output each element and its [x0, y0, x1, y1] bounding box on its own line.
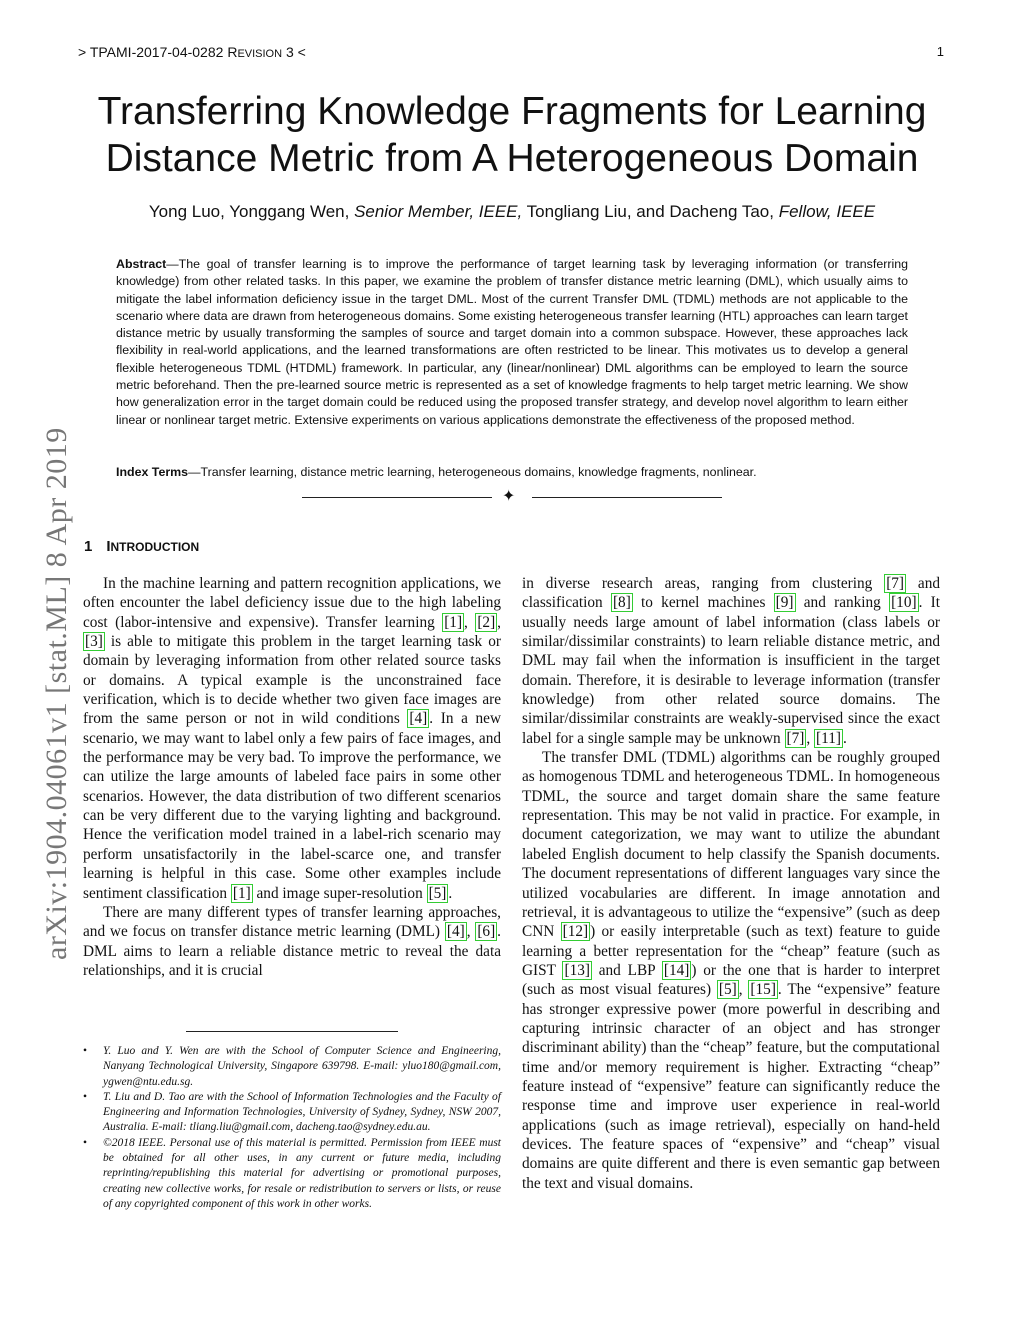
- authors-names-2: Tongliang Liu, and Dacheng Tao,: [522, 202, 779, 221]
- text-run: There are many different types of transfer learning approaches, and we focus on transfer distance metric learning (DML): [83, 903, 501, 941]
- citation-link[interactable]: [1]: [232, 884, 251, 902]
- title-line-1: Transferring Knowledge Fragments for Learning: [97, 90, 927, 133]
- text-run: is able to mitigate this problem in the target learning task or domain by leveraging information from other related source tasks or domains. A typical example is the unconstrained face verification, which is to decide whether two given face images are from the same person or not in wild conditions: [83, 633, 501, 728]
- citation-link[interactable]: [13]: [564, 961, 590, 979]
- text-run: and ranking: [795, 594, 890, 612]
- citation-link[interactable]: [3]: [85, 633, 103, 651]
- footnote-item: [83, 1136, 501, 1212]
- footnote-text: Y. Luo and Y. Wen are with the School of Computer Science and Engineering, Nanyang Technological University, Singapore 639798. E-mail: yluo180@gmail.com, ygwen@ntu.edu.sg.: [103, 1045, 501, 1088]
- citation-link[interactable]: [2]: [477, 613, 496, 631]
- footnote-text: ©2018 IEEE. Personal use of this material is permitted. Permission from IEEE must be obtained for all other uses, in any current or future media, including reprinting/republishing this material for advertising or promotional purposes, creating new collective works, for resale or redistribution to servers or lists, or reuse of any copyrighted component of this work in other works.: [103, 1136, 501, 1210]
- footnote-rule: [186, 1031, 398, 1032]
- section-number: 1: [84, 538, 93, 555]
- paragraph: [522, 574, 940, 748]
- footnote-text: T. Liu and D. Tao are with the School of Information Technologies and the Faculty of Engineering and Information Technologies, University of Sydney, Sydney, NSW 2007, Australia. E-mail: tliang.liu@gmail.com, dacheng.tao@sydney.edu.au.: [103, 1090, 501, 1134]
- text-run: In the machine learning and pattern recognition applications, we often encounter the label deficiency issue due to the high labeling cost (labor-intensive and expensive). Transfer learning: [83, 575, 501, 631]
- citation-link[interactable]: [15]: [750, 981, 776, 999]
- index-terms-label: Index Terms: [116, 465, 189, 479]
- header-doc-id: TPAMI-2017-04-0282: [89, 44, 224, 60]
- text-run: . In a new scenario, we may want to label only a few pairs of face images, and the performance may be very bad. To improve the performance, we can utilize the large amounts of labeled face pairs in some other scenarios. However, the data distribution of two different scenarios can be very different due to the varying lighting and background. Hence the verification model trained in a label-rich scenario may perform unsatisfactorily in the label-scarce one, and transfer learning is helpful in this case. Some other examples include sentiment classification: [83, 710, 501, 902]
- citation-link[interactable]: [12]: [562, 923, 589, 941]
- header-revision-rest: EVISION: [237, 48, 283, 60]
- paper-title: [60, 88, 964, 182]
- text-run: ,: [497, 613, 501, 631]
- text-run: .: [842, 729, 847, 747]
- citation-link[interactable]: [10]: [891, 594, 917, 612]
- section-title-initial: I: [106, 538, 111, 555]
- bullet-icon: •: [83, 1090, 88, 1103]
- index-terms: [116, 464, 908, 481]
- right-column: [522, 574, 940, 1193]
- abstract-text: —The goal of transfer learning is to improve the performance of target learning task by leveraging information (or transferring knowledge) from other related tasks. In this paper, we examine the problem of transfer distance metric learning (DML), which usually aims to mitigate the label information deficiency issue in the target DML. Most of the current Transfer DML (TDML) methods are not applicable to the scenario where data are drawn from heterogeneous domains. Some existing heterogeneous transfer learning (HTL) approaches can learn target distance metric by usually transforming the samples of source and target domain into a common subspace. However, these approaches lack flexibility in real-world applications, and the learned transformations are often restricted to be linear. This motivates us to develop a general flexible heterogeneous TDML (HTDML) framework. In particular, any (linear/nonlinear) DML algorithms can be employed to learn the source metric beforehand. Then the pre-learned source metric is represented as a set of knowledge fragments to help target metric learning. We show how generalization error in the target domain could be reduced using the proposed transfer strategy, and develop novel algorithm to learn either linear or nonlinear target metric. Extensive experiments on various applications demonstrate the effectiveness of the proposed method.: [116, 257, 908, 427]
- section-heading: [84, 538, 199, 555]
- text-run: ) or easily interpretable (such as text) feature to guide learning a better representation for the “cheap” feature (such as GIST: [522, 923, 940, 979]
- footnote-item: [83, 1044, 501, 1090]
- authors-role-2: Fellow, IEEE: [778, 202, 876, 221]
- header-revision-initial: R: [227, 44, 238, 60]
- left-column: [83, 574, 501, 980]
- index-terms-text: —Transfer learning, distance metric learning, heterogeneous domains, knowledge fragments, nonlinear.: [188, 465, 757, 479]
- authors-role-1: Senior Member, IEEE,: [354, 202, 523, 221]
- bullet-icon: •: [83, 1045, 88, 1057]
- citation-link[interactable]: [7]: [786, 729, 805, 747]
- text-run: ,: [738, 981, 749, 999]
- citation-link[interactable]: [6]: [477, 923, 496, 941]
- citation-link[interactable]: [5]: [718, 981, 737, 999]
- text-run: and classification: [522, 575, 940, 612]
- citation-link[interactable]: [8]: [612, 594, 631, 612]
- text-run: ,: [806, 729, 815, 747]
- running-header: [78, 44, 306, 60]
- text-run: .: [448, 884, 453, 902]
- section-title-rest: NTRODUCTION: [110, 540, 200, 554]
- citation-link[interactable]: [11]: [816, 729, 841, 747]
- text-run: to kernel machines: [632, 594, 774, 612]
- separator-diamond-icon: ✦: [502, 488, 516, 505]
- header-prefix: >: [78, 44, 87, 60]
- text-run: and image super-resolution: [252, 884, 427, 902]
- separator-rule-left: [302, 497, 492, 498]
- paragraph: [83, 903, 501, 980]
- header-suffix: <: [297, 44, 306, 60]
- text-run: The transfer DML (TDML) algorithms can be roughly grouped as homogenous TDML and heterogeneous TDML. In homogeneous TDML, the source and target domain share the same feature representation. This may be not valid in practice. For example, in document categorization, we may want to utilize the abundant labeled English document to help classify the Spanish documents. The document representations of different languages vary since the utilized vocabularies are different. In image annotation and retrieval, it is advantageous to utilize the “expensive” (such as deep CNN: [522, 749, 940, 941]
- citation-link[interactable]: [1]: [444, 613, 463, 631]
- bullet-icon: •: [83, 1136, 88, 1149]
- abstract-label: Abstract: [116, 257, 167, 271]
- text-run: . The “expensive” feature has stronger expressive power (more powerful in describing and capturing intrinsic character of an object and has stronger discriminant ability) than the “cheap” feature, but the computational time and/or memory requirement is higher. Extracting “cheap” feature instead of “expensive” feature can significantly reduce the response time and improve user experience in real-world applications (such as image retrieval), especially on hand-held devices. The feature spaces of “expensive” and “cheap” visual domains are quite different and there is even semantic gap between the text and visual domains.: [522, 981, 940, 1192]
- abstract: [116, 256, 908, 429]
- text-run: . It usually needs large amount of label information (class labels or similar/dissimilar constraints) to learn reliable distance metric, and DML may fail when the information is insufficient in the target domain. Therefore, it is desirable to leverage information (transfer knowledge) from other related source domains. The similar/dissimilar constraints are weakly-supervised since the exact label for a single sample may be unknown: [522, 594, 940, 747]
- citation-link[interactable]: [9]: [775, 594, 794, 612]
- author-list: [60, 202, 964, 222]
- text-run: ,: [466, 923, 476, 941]
- text-run: . DML aims to learn a reliable distance metric to reveal the data relationships, and it is crucial: [83, 923, 501, 979]
- citation-link[interactable]: [4]: [409, 710, 428, 728]
- citation-link[interactable]: [5]: [428, 884, 447, 902]
- citation-link[interactable]: [14]: [663, 961, 690, 979]
- text-run: ,: [464, 613, 476, 631]
- citation-link[interactable]: [7]: [886, 575, 905, 592]
- text-run: ) or the one that is harder to interpret (such as most visual features): [522, 961, 941, 999]
- title-line-2: Distance Metric from A Heterogeneous Domain: [105, 137, 919, 180]
- separator-rule-right: [532, 497, 722, 498]
- page-number: 1: [936, 44, 944, 59]
- paragraph: [83, 574, 501, 903]
- authors-names-1: Yong Luo, Yonggang Wen,: [148, 202, 355, 221]
- text-run: and LBP: [591, 961, 662, 979]
- paragraph: [522, 748, 940, 1193]
- footnote-item: [83, 1090, 501, 1136]
- footnotes: [83, 1044, 501, 1212]
- header-revision-number: 3: [285, 44, 294, 60]
- citation-link[interactable]: [4]: [446, 923, 465, 941]
- text-run: in diverse research areas, ranging from clustering: [522, 575, 885, 592]
- arxiv-stamp: arXiv:1904.04061v1 [stat.ML] 8 Apr 2019: [40, 427, 73, 960]
